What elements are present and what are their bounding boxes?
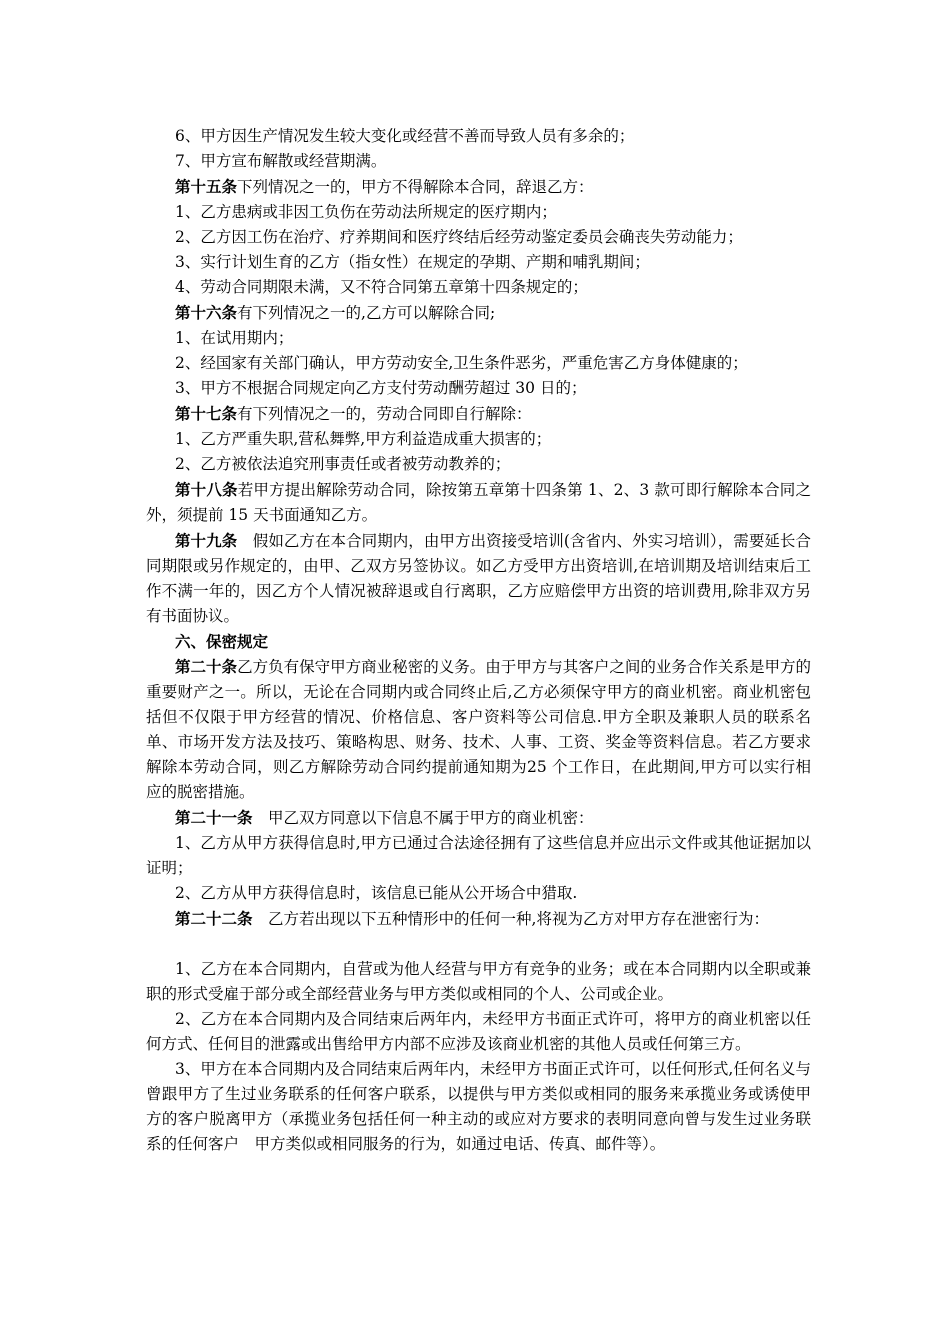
- clause-15-item: 1、乙方患病或非因工负伤在劳动法所规定的医疗期内；: [175, 203, 557, 221]
- clause-14-item-7: 7、甲方宣布解散或经营期满。: [175, 152, 387, 170]
- clause-19: [146, 528, 811, 629]
- clause-16-item: 3、甲方不根据合同规定向乙方支付劳动酬劳超过 30 日的；: [175, 379, 587, 397]
- clause-20-text: 乙方负有保守甲方商业秘密的义务。由于甲方与其客户之间的业务合作关系是甲方的重要财产之一。所以，无论在合同期内或合同终止后,乙方必须保守甲方的商业机密。商业机密包括但不仅限于甲方经营的情况、价格信息、客户资料等公司信息.甲方全职及兼职人员的联系名单、市场开发方法及技巧、策略构思、财务、技术、人事、工资、奖金等资料信息。若乙方要求解除本劳动合同，则乙方解除劳动合同约提前通知期为25 个工作日，在此期间,甲方可以实行相应的脱密措施。: [146, 658, 811, 801]
- clause-22: [146, 906, 811, 932]
- section-6-title: 六、保密规定: [175, 632, 269, 651]
- clause-15-text: 下列情况之一的，甲方不得解除本合同，辞退乙方：: [237, 178, 594, 196]
- clause-16: [146, 300, 811, 326]
- blank-line: [146, 932, 811, 957]
- clause-22-item: 2、乙方在本合同期内及合同结束后两年内，未经甲方书面正式许可，将甲方的商业机密以任何方式、任何目的泄露或出售给甲方内部不应涉及该商业机密的其他人员或任何第三方。: [146, 1010, 811, 1053]
- clause-20: [146, 654, 811, 805]
- clause-15-item: 4、劳动合同期限未满，又不符合同第五章第十四条规定的；: [175, 278, 588, 296]
- clause-21-text: 甲乙双方同意以下信息不属于甲方的商业机密：: [252, 809, 594, 827]
- clause-14-item-6: 6、甲方因生产情况发生较大变化或经营不善而导致人员有多余的；: [175, 127, 635, 145]
- clause-20-heading: 第二十条: [175, 657, 238, 676]
- clause-15: [146, 174, 811, 200]
- clause-22-item: 1、乙方在本合同期内，自营或为他人经营与甲方有竞争的业务；或在本合同期内以全职或兼职的形式受雇于部分或全部经营业务与甲方类似或相同的个人、公司或企业。: [146, 960, 811, 1003]
- clause-17-item: 1、乙方严重失职,营私舞弊,甲方利益造成重大损害的；: [175, 430, 552, 448]
- clause-17: [146, 401, 811, 427]
- clause-21-item: 2、乙方从甲方获得信息时，该信息已能从公开场合中猎取.: [175, 884, 578, 902]
- clause-16-item: 2、经国家有关部门确认，甲方劳动安全,卫生条件恶劣，严重危害乙方身体健康的；: [175, 354, 748, 372]
- clause-22-text: 乙方若出现以下五种情形中的任何一种,将视为乙方对甲方存在泄密行为：: [252, 910, 769, 928]
- clause-16-heading: 第十六条: [175, 303, 238, 322]
- document-body: [146, 124, 811, 1157]
- clause-21-heading: 第二十一条: [175, 808, 253, 827]
- clause-19-heading: 第十九条: [175, 531, 238, 550]
- clause-15-item: 2、乙方因工伤在治疗、疗养期间和医疗终结后经劳动鉴定委员会确丧失劳动能力；: [175, 228, 743, 246]
- clause-22-item: 3、甲方在本合同期内及合同结束后两年内，未经甲方书面正式许可，以任何形式,任何名义与曾跟甲方了生过业务联系的任何客户联系，以提供与甲方类似或相同的服务来承揽业务或诱使甲方的客户脱离甲方（承揽业务包括任何一种主动的或应对方要求的表明同意向曾与发生过业务联系的任何客户 甲方类似或相同服务的行为，如通过电话、传真、邮件等）。: [146, 1060, 811, 1153]
- clause-17-heading: 第十七条: [175, 404, 238, 423]
- clause-21: [146, 805, 811, 831]
- clause-21-item: 1、乙方从甲方获得信息时,甲方已通过合法途径拥有了这些信息并应出示文件或其他证据加以证明；: [146, 834, 811, 877]
- clause-15-heading: 第十五条: [175, 177, 238, 196]
- clause-19-text: 假如乙方在本合同期内，由甲方出资接受培训(含省内、外实习培训），需要延长合同期限或另作规定的，由甲、乙双方另签协议。如乙方受甲方出资培训,在培训期及培训结束后工作不满一年的，因乙方个人情况被辞退或自行离职，乙方应赔偿甲方出资的培训费用,除非双方另有书面协议。: [146, 532, 811, 625]
- clause-15-item: 3、实行计划生育的乙方（指女性）在规定的孕期、产期和哺乳期间；: [175, 253, 650, 271]
- clause-17-text: 有下列情况之一的，劳动合同即自行解除：: [237, 405, 532, 423]
- clause-16-text: 有下列情况之一的,乙方可以解除合同;: [237, 304, 496, 322]
- clause-16-item: 1、在试用期内；: [175, 329, 294, 347]
- clause-17-item: 2、乙方被依法追究刑事责任或者被劳动教养的；: [175, 455, 511, 473]
- clause-18-text: 若甲方提出解除劳动合同，除按第五章第十四条第 1、2、3 款可即行解除本合同之外，须提前 15 天书面通知乙方。: [146, 481, 811, 524]
- clause-22-heading: 第二十二条: [175, 909, 253, 928]
- clause-18-heading: 第十八条: [175, 480, 238, 499]
- clause-18: [146, 477, 811, 528]
